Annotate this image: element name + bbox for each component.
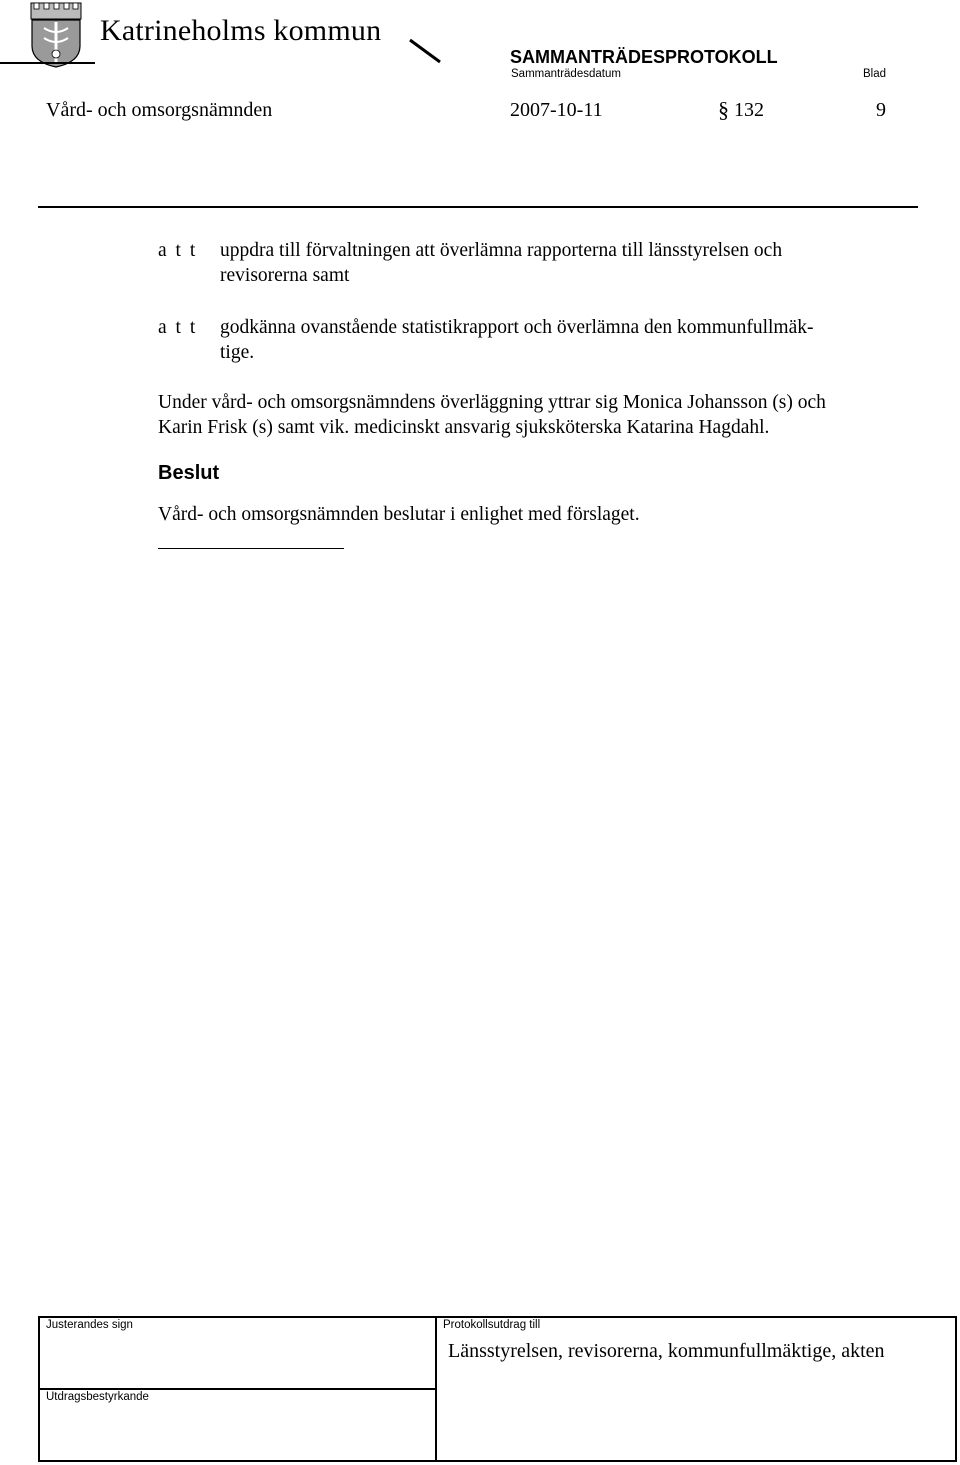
brand-slash-mark <box>408 38 442 64</box>
footer-horizontal-divider <box>40 1388 437 1390</box>
paragraph-symbol: § <box>718 97 729 122</box>
decision-text: Vård- och omsorgsnämnden beslutar i enlighet med förslaget. <box>158 504 640 525</box>
document-type-title: SAMMANTRÄDESPROTOKOLL <box>510 47 778 67</box>
item-text <box>220 315 910 365</box>
item-marker: a t t <box>158 317 198 338</box>
adjuster-signature-label: Justerandes sign <box>46 1319 133 1331</box>
header-divider <box>38 206 918 208</box>
section-end-rule <box>158 548 344 549</box>
page-label: Blad <box>863 68 887 80</box>
deliberation-paragraph <box>158 390 928 440</box>
decision-heading: Beslut <box>158 462 220 484</box>
extract-recipients: Länsstyrelsen, revisorerna, kommunfullmäktige, akten <box>448 1340 885 1362</box>
item-line: godkänna ovanstående statistikrapport och överlämna den kommunfullmäk- <box>220 317 814 338</box>
page-number: 9 <box>876 99 886 121</box>
committee-name: Vård- och omsorgsnämnden <box>46 99 273 121</box>
meeting-date: 2007-10-11 <box>510 99 603 121</box>
brand-underline <box>0 62 95 64</box>
paragraph-line: Under vård- och omsorgsnämndens överläggning yttrar sig Monica Johansson (s) och <box>158 392 826 413</box>
municipal-coat-of-arms-logo <box>30 2 82 68</box>
item-line: uppdra till förvaltningen att överlämna rapporterna till länsstyrelsen och <box>220 240 783 261</box>
paragraph-number: 132 <box>734 99 764 121</box>
certification-label: Utdragsbestyrkande <box>46 1391 149 1403</box>
meeting-date-label: Sammanträdesdatum <box>511 68 621 80</box>
signature-footer-box <box>38 1316 957 1462</box>
item-marker: a t t <box>158 240 198 261</box>
item-text <box>220 238 910 288</box>
paragraph-line: Karin Frisk (s) samt vik. medicinskt ansvarig sjuksköterska Katarina Hagdahl. <box>158 417 770 438</box>
municipality-name: Katrineholms kommun <box>100 14 382 47</box>
item-line: revisorerna samt <box>220 265 350 286</box>
extract-recipients-label: Protokollsutdrag till <box>443 1319 541 1331</box>
item-line: tige. <box>220 342 255 363</box>
